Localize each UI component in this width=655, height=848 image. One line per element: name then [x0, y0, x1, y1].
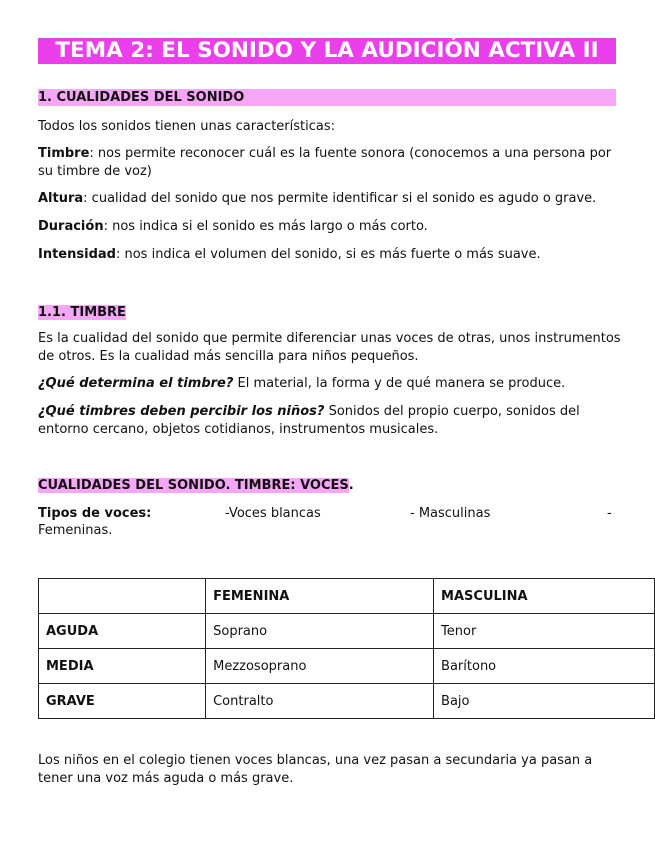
voices-heading-suffix: . [348, 478, 354, 493]
row-header-media: MEDIA [39, 649, 206, 684]
timbre-definition [38, 145, 623, 180]
duracion-text: : nos indica si el sonido es más largo o más corto. [103, 219, 428, 234]
altura-text: : cualidad del sonido que nos permite identificar si el sonido es agudo o grave. [83, 191, 597, 206]
voice-type-femeninas: Femeninas. [38, 523, 113, 538]
column-header-femenina: FEMENINA [206, 579, 434, 614]
table-corner-cell [39, 579, 206, 614]
answer-determina: El material, la forma y de qué manera se produce. [233, 376, 566, 391]
term-timbre: Timbre [38, 146, 90, 161]
document-title: TEMA 2: EL SONIDO Y LA AUDICIÓN ACTIVA II [38, 38, 616, 64]
column-header-masculina: MASCULINA [434, 579, 655, 614]
intensidad-definition [38, 246, 618, 264]
voice-type-dash: - [607, 506, 612, 521]
section-heading-cualidades: 1. CUALIDADES DEL SONIDO [38, 89, 616, 106]
row-header-aguda: AGUDA [39, 614, 206, 649]
question-determina-text: ¿Qué determina el timbre? [38, 376, 234, 391]
table-row [39, 614, 655, 649]
closing-paragraph: Los niños en el colegio tienen voces blancas, una vez pasan a secundaria ya pasan a tener una voz más aguda o más grave. [38, 753, 593, 786]
timbre-description: Es la cualidad del sonido que permite diferenciar unas voces de otras, unos instrumentos de otros. Es la cualidad más sencilla para niños pequeños. [38, 331, 621, 364]
section-heading-timbre: 1.1. TIMBRE [38, 305, 126, 320]
answer-percibir: Sonidos del propio cuerpo, sonidos del entorno cercano, objetos cotidianos, instrumentos musicales. [38, 404, 580, 437]
cell-tenor: Tenor [434, 614, 655, 649]
voice-type-blancas: -Voces blancas [225, 506, 321, 521]
cell-bajo: Bajo [434, 684, 655, 719]
term-intensidad: Intensidad [38, 247, 116, 262]
cell-contralto: Contralto [206, 684, 434, 719]
timbre-text: : nos permite reconocer cuál es la fuente sonora (conocemos a una persona por su timbre de voz) [38, 146, 612, 179]
cell-soprano: Soprano [206, 614, 434, 649]
cell-baritono: Barítono [434, 649, 655, 684]
voice-types-line [38, 505, 618, 523]
section-heading-timbre-wrap [38, 301, 126, 321]
intro-paragraph: Todos los sonidos tienen unas características: [38, 119, 335, 134]
table-header-row [39, 579, 655, 614]
intensidad-text: : nos indica el volumen del sonido, si es más fuerte o más suave. [115, 247, 541, 262]
altura-definition [38, 190, 618, 208]
term-altura: Altura [38, 191, 84, 206]
row-header-grave: GRAVE [39, 684, 206, 719]
table-row [39, 649, 655, 684]
voices-heading: CUALIDADES DEL SONIDO. TIMBRE: VOCES [38, 478, 349, 493]
cell-mezzosoprano: Mezzosoprano [206, 649, 434, 684]
voices-table [38, 578, 655, 719]
duracion-definition [38, 218, 618, 236]
question-percibir-text: ¿Qué timbres deben percibir los niños? [38, 404, 325, 419]
table-row [39, 684, 655, 719]
question-percibir [38, 403, 623, 438]
term-duracion: Duración [38, 219, 104, 234]
question-determina [38, 375, 618, 393]
voices-heading-wrap [38, 477, 354, 494]
voice-type-masculinas: - Masculinas [410, 506, 491, 521]
voice-types-label: Tipos de voces: [38, 506, 152, 521]
